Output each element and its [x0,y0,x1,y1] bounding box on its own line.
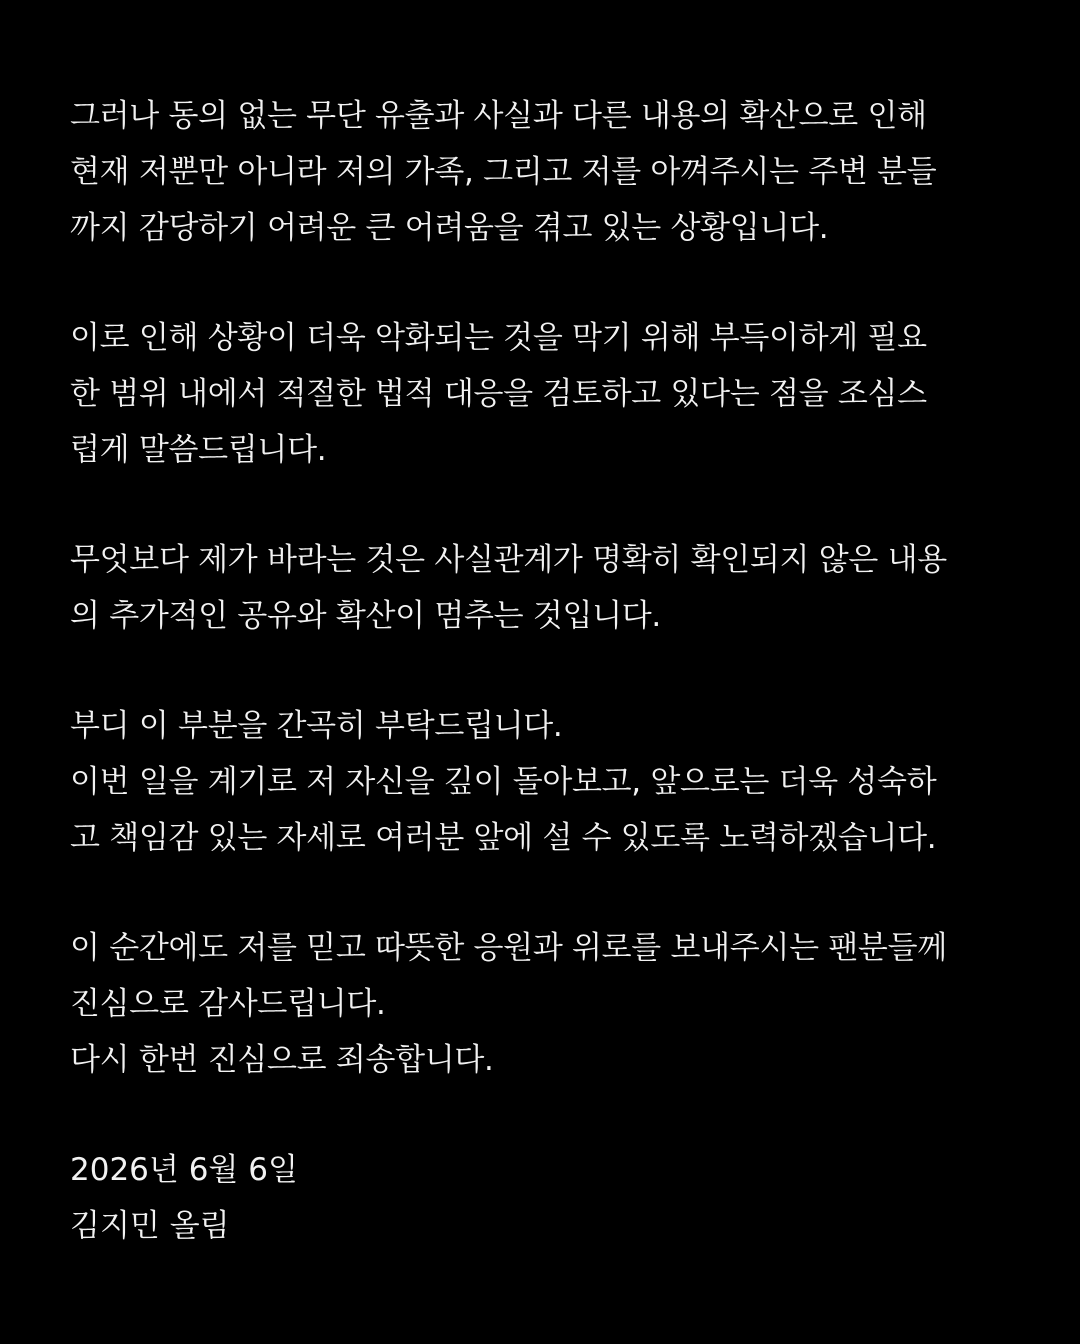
paragraph-3 [70,532,1010,644]
paragraph-line: 이로 인해 상황이 더욱 악화되는 것을 막기 위해 부득이하게 필요 [70,320,927,356]
paragraph-line: 다시 한번 진심으로 죄송합니다. [70,1042,494,1078]
paragraph-line: 고 책임감 있는 자세로 여러분 앞에 설 수 있도록 노력하겠습니다. [70,820,937,856]
statement-letter [70,88,1010,1308]
paragraph-line: 부디 이 부분을 간곡히 부탁드립니다. [70,708,563,744]
paragraph-line: 럽게 말씀드립니다. [70,432,327,468]
signature-block [70,1142,1010,1254]
paragraph-line: 의 추가적인 공유와 확산이 멈추는 것입니다. [70,598,661,634]
paragraph-line: 까지 감당하기 어려운 큰 어려움을 겪고 있는 상황입니다. [70,210,829,246]
paragraph-line: 진심으로 감사드립니다. [70,986,386,1022]
paragraph-2 [70,310,1010,478]
paragraph-line: 무엇보다 제가 바라는 것은 사실관계가 명확히 확인되지 않은 내용 [70,542,947,578]
paragraph-line: 현재 저뿐만 아니라 저의 가족, 그리고 저를 아껴주시는 주변 분들 [70,154,937,190]
signature-author: 김지민 올림 [70,1208,230,1244]
paragraph-line: 이번 일을 계기로 저 자신을 깊이 돌아보고, 앞으로는 더욱 성숙하 [70,764,937,800]
paragraph-4 [70,698,1010,866]
paragraph-line: 이 순간에도 저를 믿고 따뜻한 응원과 위로를 보내주시는 팬분들께 [70,930,947,966]
paragraph-line: 그러나 동의 없는 무단 유출과 사실과 다른 내용의 확산으로 인해 [70,98,927,134]
signature-date: 2026년 6월 6일 [70,1152,298,1188]
paragraph-1 [70,88,1010,256]
paragraph-line: 한 범위 내에서 적절한 법적 대응을 검토하고 있다는 점을 조심스 [70,376,927,412]
paragraph-5 [70,920,1010,1088]
